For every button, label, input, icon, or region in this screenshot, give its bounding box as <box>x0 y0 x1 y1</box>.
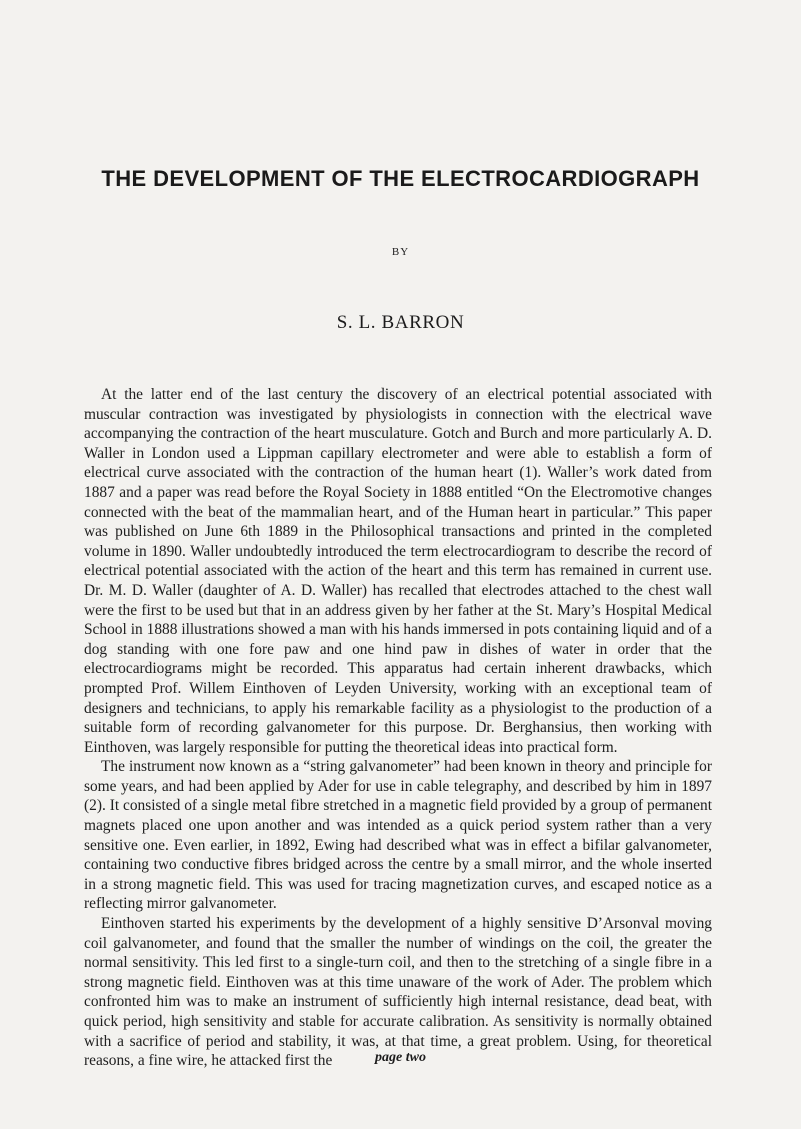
page-number: page two <box>375 1050 426 1065</box>
article-body <box>84 385 712 1071</box>
byline: BY <box>391 246 410 258</box>
article-title: THE DEVELOPMENT OF THE ELECTROCARDIOGRAPH <box>101 166 700 191</box>
paragraph: Einthoven started his experiments by the development of a highly sensitive D’Arsonval moving coil galvanometer, and found that the smaller the number of windings on the coil, the greater the normal sensitivity. This led first to a single-turn coil, and then to the stretching of a single fibre in a strong magnetic field. Einthoven was at this time unaware of the work of Ader. The problem which confronted him was to make an instrument of sufficiently high internal resistance, dead beat, with quick period, high sensitivity and stable for accurate calibration. As sensitivity is normally obtained with a sacrifice of period and stability, it was, at that time, a great problem. Using, for theoretical reasons, a fine wire, he attacked first the <box>84 915 712 1070</box>
paragraph: At the latter end of the last century the discovery of an electrical potential associated with muscular contraction was investigated by physiologists in connection with the electrical wave accompanying the contraction of the heart musculature. Gotch and Burch and more particularly A. D. Waller in London used a Lippman capillary electrometer and were able to establish a form of electrical curve associated with the contraction of the human heart (1). Waller’s work dated from 1887 and a paper was read before the Royal Society in 1888 entitled “On the Electromotive changes connected with the beat of the mammalian heart, and of the Human heart in particular.” This paper was published on June 6th 1889 in the Philosophical transactions and printed in the completed volume in 1890. Waller undoubtedly introduced the term electrocardiogram to describe the record of electrical potential associated with the action of the heart and this term has remained in current use. Dr. M. D. Waller (daughter of A. D. Waller) has recalled that electrodes attached to the chest wall were the first to be used but that in an address given by her father at the St. Mary’s Hospital Medical School in 1888 illustrations showed a man with his hands immersed in pots containing liquid and of a dog standing with one fore paw and one hind paw in dishes of water in order that the electrocardiograms might be recorded. This apparatus had certain inherent drawbacks, which prompted Prof. Willem Einthoven of Leyden University, working with an exceptional team of designers and technicians, to apply his remarkable facility as a physiologist to the production of a suitable form of recording galvanometer for this purpose. Dr. Berghansius, then working with Einthoven, was largely responsible for putting the theoretical ideas into practical form. <box>84 386 712 756</box>
paragraph: The instrument now known as a “string galvanometer” had been known in theory and principle for some years, and had been applied by Ader for use in cable telegraphy, and described by him in 1897 (2). It consisted of a single metal fibre stretched in a magnetic field provided by a group of permanent magnets placed one upon another and was intended as a quick period system rather than a very sensitive one. Even earlier, in 1892, Ewing had described what was in effect a bifilar galvanometer, containing two conductive fibres bridged across the centre by a small mirror, and the whole inserted in a strong magnetic field. This was used for tracing magnetization curves, and escaped notice as a reflecting mirror galvanometer. <box>84 758 712 913</box>
author-name: S. L. BARRON <box>336 312 465 333</box>
